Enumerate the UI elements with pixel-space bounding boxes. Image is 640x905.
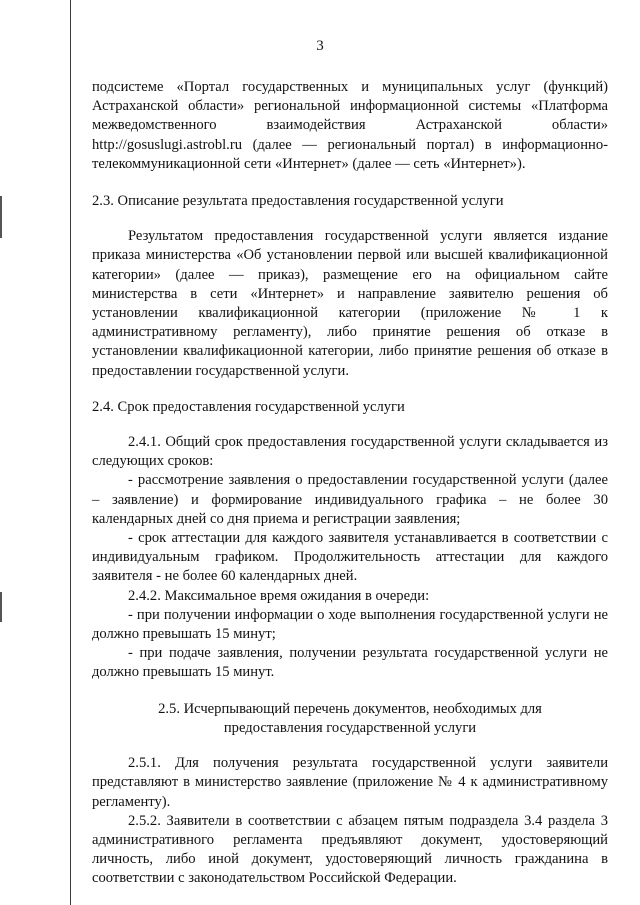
page-binding-edge: [70, 0, 71, 905]
section-heading-2-4: 2.4. Срок предоставления государственной услуги: [92, 398, 405, 415]
scan-artifact: [0, 196, 2, 238]
paragraph-queue-info: - при получении информации о ходе выполнения государственной услуги не должно превышать 15 минут;: [92, 606, 608, 643]
paragraph-queue-submit: - при подаче заявления, получении результата государственной услуги не должно превышать 15 минут.: [92, 645, 608, 681]
paragraph-2-5-2: 2.5.2. Заявители в соответствии с абзацем пятым подраздела 3.4 раздела 3 административного регламента предъявляют документ, удостоверяющий личность, либо иной документ, удостоверяющий личность гражданина в соответствии с законодательством Российской Федерации.: [92, 812, 608, 887]
paragraph-attestation-term: - срок аттестации для каждого заявителя устанавливается в соответствии с индивидуальным графиком. Продолжительность аттестации для каждого заявителя - не более 60 календарных дней.: [92, 530, 608, 585]
page-number: 3: [316, 38, 324, 54]
scan-artifact: [0, 592, 2, 622]
section-heading-2-5: [92, 700, 608, 738]
section-heading-2-5-line1: 2.5. Исчерпывающий перечень документов, необходимых для: [158, 700, 542, 717]
section-heading-2-5-line2: предоставления государственной услуги: [223, 719, 477, 736]
paragraph-2-4-1: 2.4.1. Общий срок предоставления государственной услуги складывается из следующих сроков:: [92, 434, 608, 470]
paragraph-2-5-1: 2.5.1. Для получения результата государственной услуги заявители представляют в министерство заявление (приложение № 4 к административному регламенту).: [92, 755, 608, 810]
paragraph-portal-description: подсистеме «Портал государственных и муниципальных услуг (функций) Астраханской области» региональной информационной системы «Платформа межведомственного взаимодействия Астраханской области» http://gosuslugi.astrobl.ru (далее — региональный портал) в информационно-телекоммуникационной сети «Интернет» (далее — сеть «Интернет»).: [92, 79, 608, 172]
document-body: [92, 78, 608, 889]
section-heading-2-3: 2.3. Описание результата предоставления государственной услуги: [92, 193, 504, 210]
paragraph-2-4-2: 2.4.2. Максимальное время ожидания в очереди:: [128, 587, 430, 604]
paragraph-result-description: Результатом предоставления государственной услуги является издание приказа министерства «Об установлении первой или высшей квалификационной категории» (далее — приказ), размещение его на официальном сайте министерства в сети «Интернет» и направление заявителю решения об установлении квалификационной категории (приложение № 1 к административному регламенту), либо принятие решения об отказе в установлении квалификационной категории, либо принятие решения об отказе в предоставлении государственной услуги.: [92, 228, 608, 379]
paragraph-review-term: - рассмотрение заявления о предоставлении государственной услуги (далее – заявление) и формирование индивидуального графика – не более 30 календарных дней со дня приема и регистрации заявления;: [92, 472, 608, 527]
